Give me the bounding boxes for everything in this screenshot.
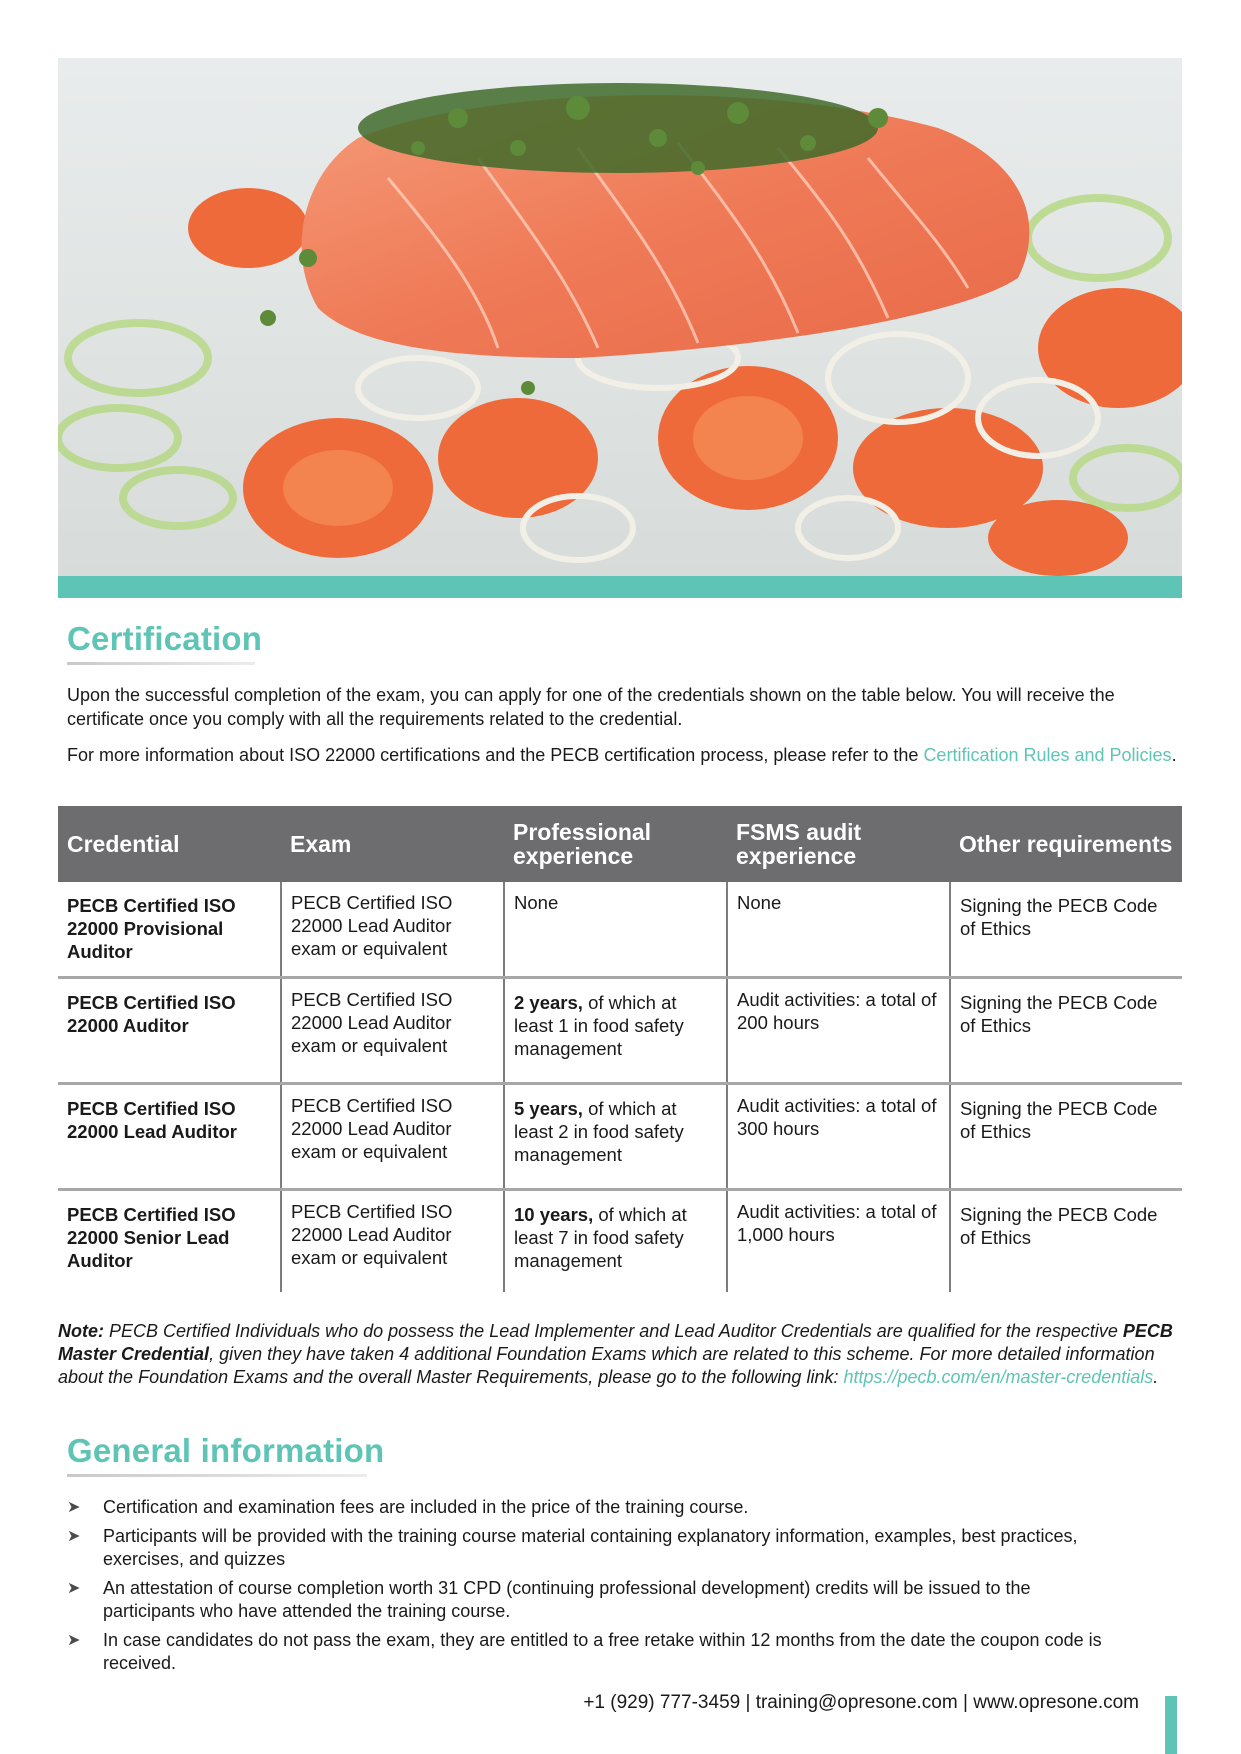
more-info-prefix: For more information about ISO 22000 certifications and the PECB certification process, please refer to the xyxy=(67,745,924,765)
other-requirements-cell: Signing the PECB Code of Ethics xyxy=(950,1083,1182,1189)
experience-years: 5 years, xyxy=(514,1097,583,1119)
list-item-text: In case candidates do not pass the exam, they are entitled to a free retake within 12 months from the date the coupon code is received. xyxy=(103,1630,1102,1673)
table-row xyxy=(58,977,1182,1083)
general-information-list xyxy=(67,1496,1127,1681)
audit-experience-cell: None xyxy=(727,882,950,977)
credential-cell: PECB Certified ISO 22000 Lead Auditor xyxy=(58,1083,281,1189)
professional-experience-cell xyxy=(504,1189,727,1292)
experience-detail: of which at least 7 in food safety management xyxy=(514,1203,687,1271)
certification-intro: Upon the successful completion of the exam, you can apply for one of the credentials shown on the table below. You will receive the certificate once you comply with all the requirements related to the credential. xyxy=(67,685,1115,729)
certification-heading-underline xyxy=(67,662,255,665)
list-item-text: An attestation of course completion worth 31 CPD (continuing professional development) credits will be issued to the participants who have attended the training course. xyxy=(103,1578,1031,1621)
list-item xyxy=(67,1525,1127,1571)
note-text-2: , given they have taken 4 additional Foundation Exams which are related to this scheme. For more detailed information about the Foundation Exams and the overall Master Requirements, please go to the following link: xyxy=(58,1344,1155,1387)
certification-more-info xyxy=(67,743,1177,767)
other-requirements-cell: Signing the PECB Code of Ethics xyxy=(950,977,1182,1083)
certification-rules-link[interactable]: Certification Rules and Policies xyxy=(923,745,1172,765)
credential-cell: PECB Certified ISO 22000 Senior Lead Auditor xyxy=(58,1189,281,1292)
header-other-requirements: Other requirements xyxy=(950,806,1182,882)
note-text-1: PECB Certified Individuals who do possess the Lead Implementer and Lead Auditor Credentials are qualified for the respective xyxy=(104,1321,1123,1341)
general-information-heading: General information xyxy=(67,1432,385,1469)
header-exam: Exam xyxy=(281,806,504,882)
professional-experience-cell xyxy=(504,882,727,977)
credential-cell: PECB Certified ISO 22000 Provisional Auditor xyxy=(58,882,281,977)
credential-cell: PECB Certified ISO 22000 Auditor xyxy=(58,977,281,1083)
audit-experience-cell: Audit activities: a total of 200 hours xyxy=(727,977,950,1083)
credentials-table xyxy=(58,806,1182,1292)
experience-detail: of which at least 1 in food safety management xyxy=(514,991,684,1059)
arrow-bullet-icon: ➤ xyxy=(67,1528,81,1545)
table-row xyxy=(58,1083,1182,1189)
experience-detail: of which at least 2 in food safety management xyxy=(514,1097,684,1165)
header-fsms-audit-experience: FSMS audit experience xyxy=(727,806,950,882)
general-heading-underline xyxy=(67,1474,367,1477)
note-end: . xyxy=(1153,1367,1159,1387)
professional-experience-cell xyxy=(504,977,727,1083)
exam-cell: PECB Certified ISO 22000 Lead Auditor exam or equivalent xyxy=(281,1189,504,1292)
audit-experience-cell: Audit activities: a total of 1,000 hours xyxy=(727,1189,950,1292)
header-professional-experience: Professional experience xyxy=(504,806,727,882)
table-row xyxy=(58,1189,1182,1292)
note-label: Note: xyxy=(58,1321,104,1341)
arrow-bullet-icon: ➤ xyxy=(67,1580,81,1597)
arrow-bullet-icon: ➤ xyxy=(67,1632,81,1649)
certification-heading: Certification xyxy=(67,620,263,657)
master-credential-note xyxy=(58,1320,1182,1389)
list-item-text: Certification and examination fees are included in the price of the training course. xyxy=(103,1497,749,1517)
experience-detail: None xyxy=(514,892,559,913)
footer-accent-bar xyxy=(1165,1696,1177,1754)
footer-contact: +1 (929) 777-3459 | training@opresone.com | www.opresone.com xyxy=(583,1692,1139,1713)
other-requirements-cell: Signing the PECB Code of Ethics xyxy=(950,882,1182,977)
exam-cell: PECB Certified ISO 22000 Lead Auditor exam or equivalent xyxy=(281,1083,504,1189)
list-item-text: Participants will be provided with the training course material containing explanatory information, examples, best practices, exercises, and quizzes xyxy=(103,1526,1078,1569)
more-info-suffix: . xyxy=(1171,745,1177,765)
note-master-credential: PECB Master Credential xyxy=(58,1321,1173,1364)
hero-accent-bar xyxy=(58,576,1182,598)
salmon-photo xyxy=(58,58,1182,576)
exam-cell: PECB Certified ISO 22000 Lead Auditor exam or equivalent xyxy=(281,882,504,977)
table-header-row xyxy=(58,806,1182,882)
table-row xyxy=(58,882,1182,977)
list-item xyxy=(67,1577,1127,1623)
professional-experience-cell xyxy=(504,1083,727,1189)
arrow-bullet-icon: ➤ xyxy=(67,1499,81,1516)
hero-image xyxy=(58,58,1182,576)
master-credentials-link[interactable]: https://pecb.com/en/master-credentials xyxy=(843,1367,1154,1387)
exam-cell: PECB Certified ISO 22000 Lead Auditor exam or equivalent xyxy=(281,977,504,1083)
other-requirements-cell: Signing the PECB Code of Ethics xyxy=(960,1203,1158,1248)
experience-years: 2 years, xyxy=(514,991,583,1013)
audit-experience-cell: Audit activities: a total of 300 hours xyxy=(727,1083,950,1189)
list-item xyxy=(67,1629,1127,1675)
list-item xyxy=(67,1496,1127,1519)
experience-years: 10 years, xyxy=(514,1203,594,1225)
header-credential: Credential xyxy=(58,806,281,882)
